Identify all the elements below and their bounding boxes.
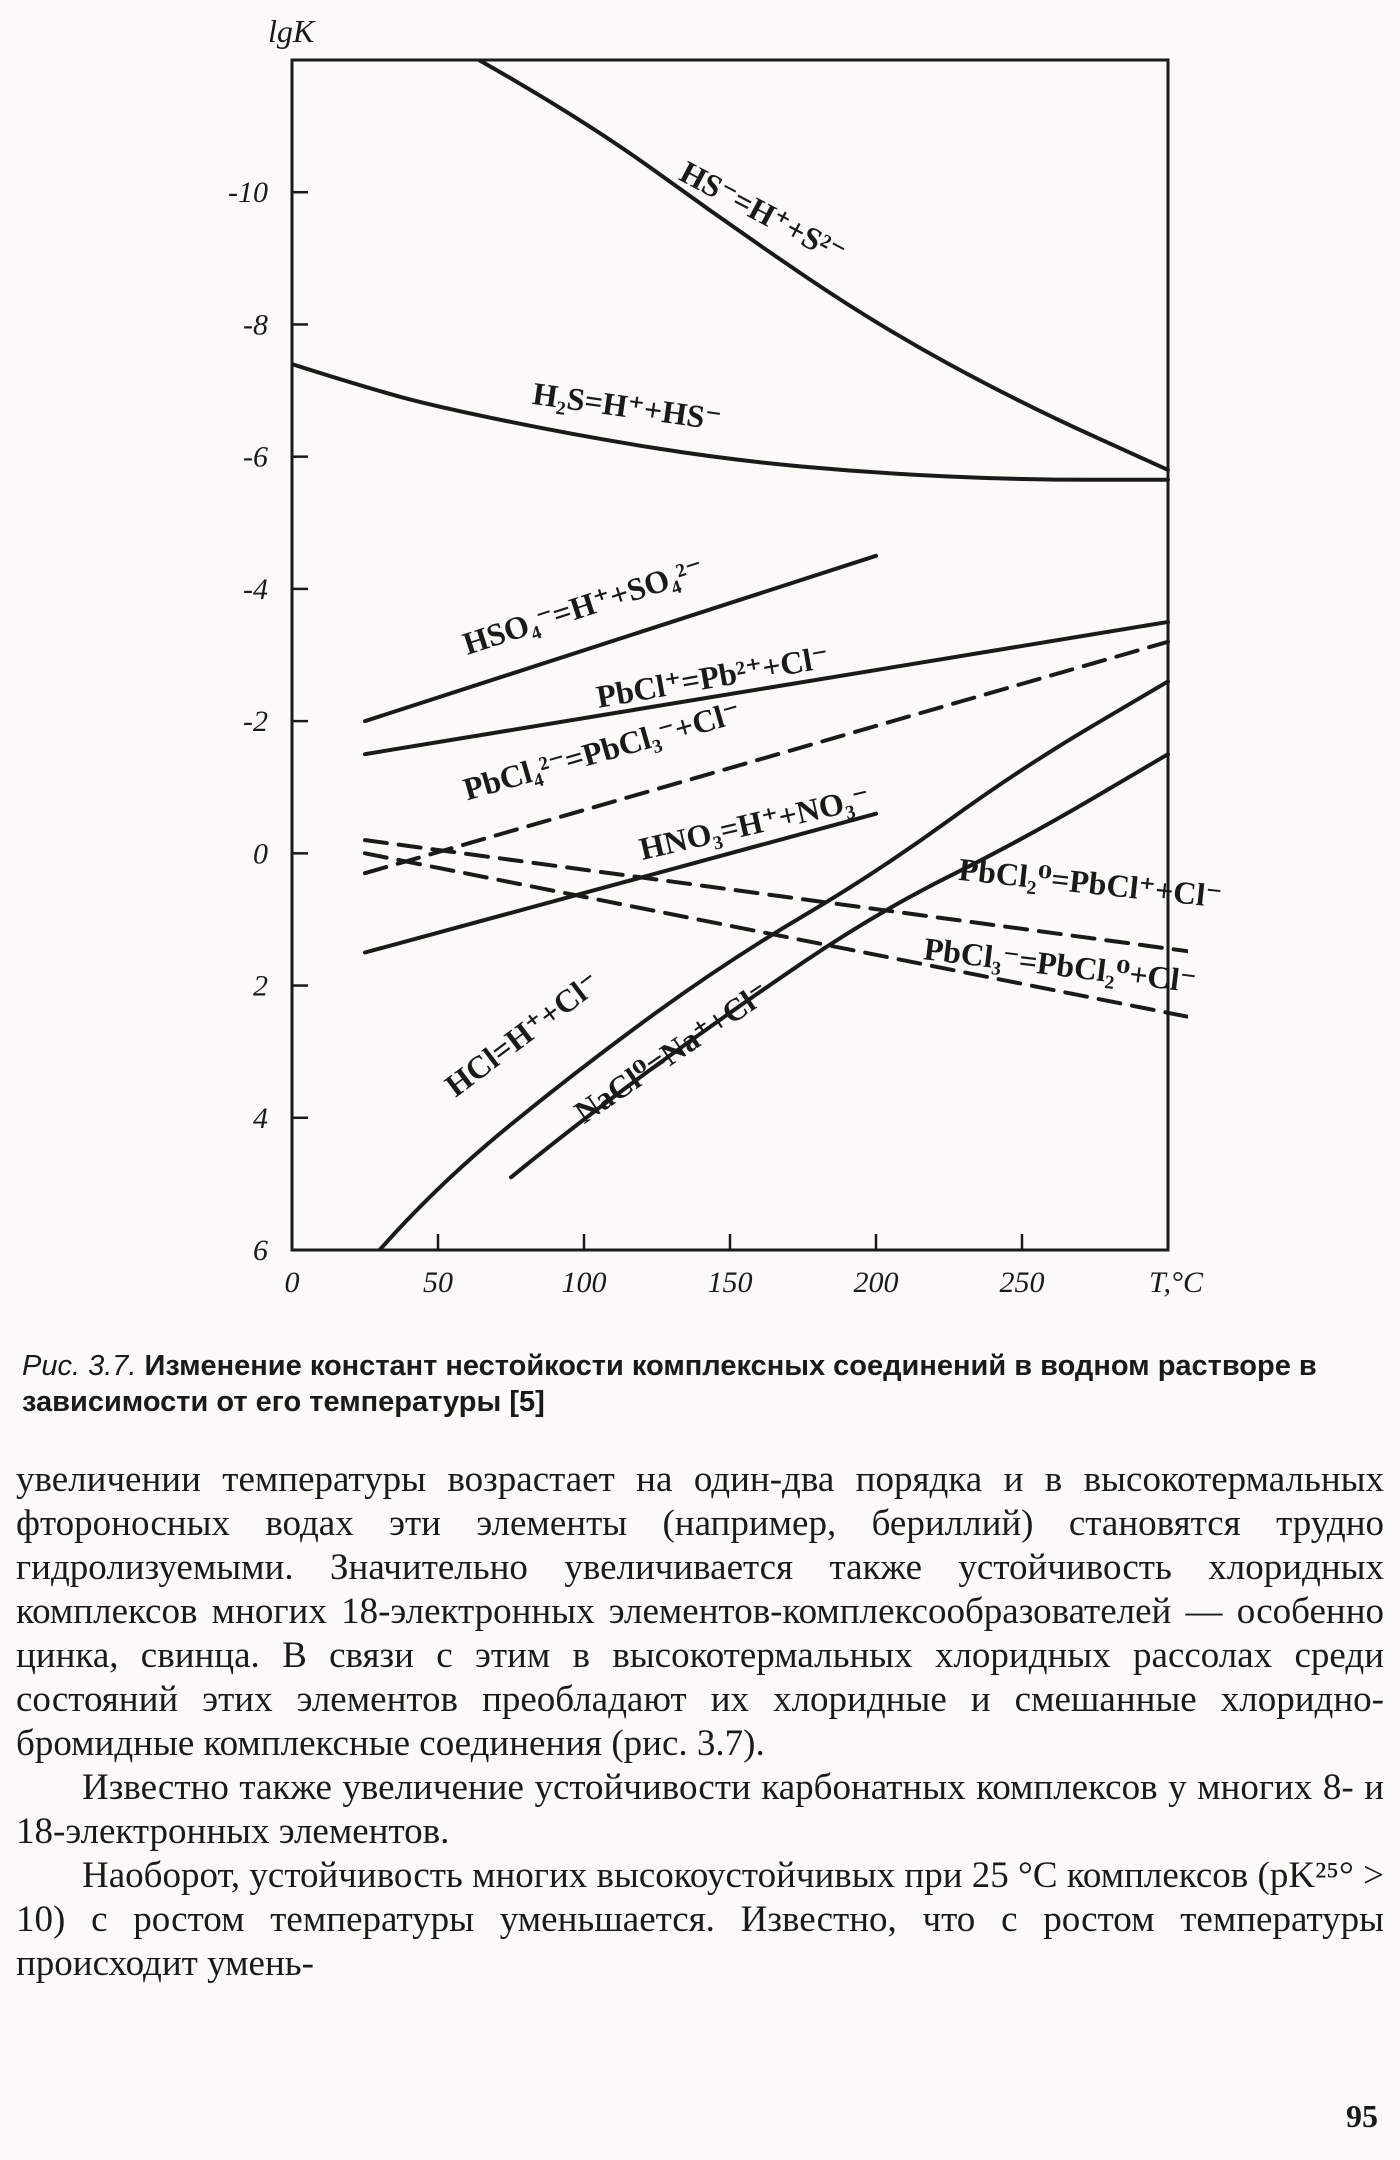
curve-label: HNO₃=H⁺+NO₃⁻ — [635, 778, 874, 867]
chart-ticks — [228, 176, 1204, 1299]
curve-label: PbCl₄²⁻=PbCl₃⁻+Cl⁻ — [459, 693, 745, 808]
figure-caption-text: Изменение констант нестойкости комплексных соединений в водном растворе в зависимости от его температуры [5] — [22, 1350, 1317, 1418]
x-tick-label: T,°C — [1149, 1266, 1203, 1299]
figure-caption — [22, 1348, 1382, 1420]
x-tick-label: 200 — [853, 1266, 899, 1299]
curve-label: PbCl₂⁰=PbCl⁺+Cl⁻ — [957, 850, 1224, 915]
curve-label: NaCl⁰=Na⁺+Cl⁻ — [567, 973, 776, 1131]
curve-label: PbCl⁺=Pb²⁺+Cl⁻ — [593, 638, 832, 715]
x-tick-label: 150 — [707, 1266, 753, 1299]
chart-curve-labels — [438, 153, 1224, 1130]
series-line — [292, 364, 1168, 480]
curve-label: H₂S=H⁺+HS⁻ — [530, 375, 724, 438]
y-tick-label: -10 — [228, 176, 268, 210]
series-line — [365, 814, 876, 953]
y-tick-label: 0 — [253, 837, 268, 871]
y-tick-label: -4 — [243, 572, 268, 606]
x-tick-label: 100 — [561, 1266, 607, 1299]
paragraph-2: Известно также увеличение устойчивости карбонатных комплексов у многих 8- и 18-электронных элементов. — [16, 1767, 1384, 1852]
curve-label: PbCl₃⁻=PbCl₂⁰+Cl⁻ — [921, 930, 1199, 1000]
y-tick-label: -6 — [243, 440, 268, 474]
figure-number: Рис. 3.7. — [22, 1350, 137, 1382]
body-text — [16, 1458, 1384, 1986]
x-tick-label: 50 — [423, 1266, 453, 1299]
y-tick-label: -8 — [243, 308, 268, 342]
y-tick-label: 4 — [253, 1101, 268, 1135]
x-tick-label: 0 — [284, 1266, 300, 1299]
curve-label: HSO₄⁻=H⁺+SO₄²⁻ — [458, 549, 709, 662]
y-tick-label: 2 — [253, 969, 268, 1003]
y-tick-label: -2 — [243, 705, 268, 739]
paragraph-3: Наоборот, устойчивость многих высокоустойчивых при 25 °С комплексов (pK²⁵° > 10) с ростом температуры уменьшается. Известно, что с ростом температуры происходит умень- — [16, 1855, 1384, 1984]
x-tick-label: 250 — [999, 1266, 1045, 1299]
curve-label: HCl=H⁺+Cl⁻ — [438, 964, 607, 1104]
y-tick-label: 6 — [253, 1234, 268, 1267]
page-number: 95 — [1346, 2098, 1378, 2134]
curve-label: HS⁻=H⁺+S²⁻ — [674, 153, 852, 271]
y-axis-title: lgK — [268, 13, 315, 49]
paragraph-1: увеличении температуры возрастает на один-два порядка и в высокотермальных фтороносных водах эти элементы (например, бериллий) становятся трудно гидролизуемыми. Значительно увеличивается также устойчивость хлоридных комплексов многих 18-электронных элементов-комплексообразователей — особенно цинка, свинца. В связи с этим в высокотермальных хлоридных рассолах среди состояний этих элементов преобладают их хлоридные и смешанные хлоридно-бромидные комплексные соединения (рис. 3.7). — [16, 1459, 1384, 1764]
